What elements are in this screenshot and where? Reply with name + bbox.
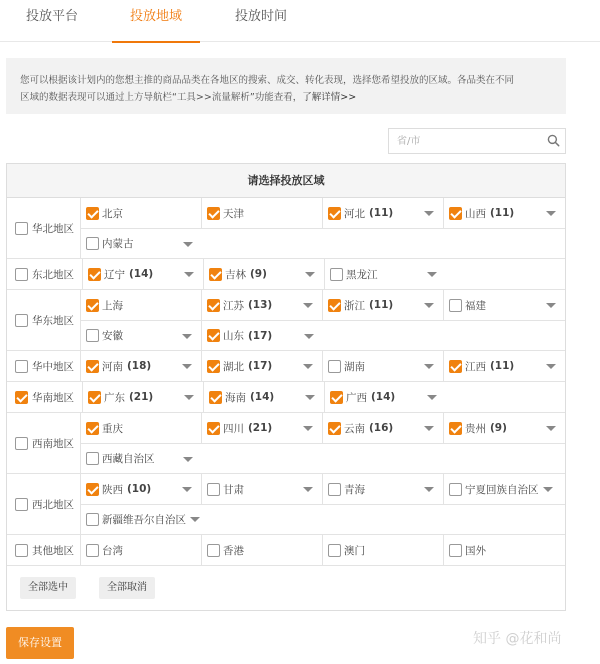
province-name: 新疆维吾尔自治区	[102, 514, 186, 526]
province-name: 西藏自治区	[102, 453, 155, 465]
province-cell[interactable]	[444, 535, 565, 565]
city-count: (21)	[129, 391, 154, 403]
province-cell[interactable]	[202, 474, 323, 504]
chevron-down-icon[interactable]	[182, 334, 192, 339]
province-row	[81, 413, 565, 443]
province-cell[interactable]	[81, 229, 202, 258]
province-checkbox[interactable]	[86, 422, 99, 435]
province-name: 澳门	[344, 544, 365, 557]
province-row	[81, 535, 565, 565]
province-name: 四川	[223, 422, 244, 435]
province-cell[interactable]	[444, 474, 565, 504]
province-cell[interactable]	[323, 198, 444, 228]
province-checkbox[interactable]	[88, 391, 101, 404]
province-cell[interactable]	[323, 413, 444, 443]
city-count: (14)	[371, 391, 396, 403]
info-notice	[6, 58, 566, 114]
chevron-down-icon[interactable]	[303, 487, 313, 492]
region-label: 西北地区	[32, 498, 74, 511]
province-checkbox[interactable]	[86, 329, 99, 342]
province-checkbox[interactable]	[449, 207, 462, 220]
province-name: 甘肃	[223, 483, 244, 496]
chevron-down-icon[interactable]	[424, 364, 434, 369]
province-checkbox[interactable]	[328, 360, 341, 373]
region-label: 东北地区	[32, 268, 74, 281]
province-cell[interactable]	[81, 444, 202, 473]
province-name: 福建	[465, 299, 486, 312]
province-checkbox[interactable]	[86, 513, 99, 526]
province-name: 广东	[104, 391, 125, 404]
province-checkbox[interactable]	[330, 391, 343, 404]
region-label: 华东地区	[32, 314, 74, 327]
region-search	[388, 128, 566, 154]
province-cell[interactable]	[444, 198, 565, 228]
search-input[interactable]	[389, 129, 539, 153]
chevron-down-icon[interactable]	[424, 303, 434, 308]
province-row	[83, 259, 565, 289]
province-checkbox[interactable]	[330, 268, 343, 281]
province-name: 浙江	[344, 299, 365, 312]
region-checkbox[interactable]	[7, 290, 81, 350]
province-name: 陕西	[102, 483, 123, 496]
city-count: (16)	[369, 422, 394, 434]
province-cell[interactable]	[202, 413, 323, 443]
chevron-down-icon[interactable]	[427, 272, 437, 277]
province-checkbox[interactable]	[86, 483, 99, 496]
province-name: 台湾	[102, 544, 123, 557]
province-name: 江西	[465, 360, 486, 373]
province-name: 海南	[225, 391, 246, 404]
region-checkbox[interactable]	[7, 413, 81, 473]
province-checkbox[interactable]	[449, 299, 462, 312]
province-checkbox[interactable]	[449, 422, 462, 435]
province-name: 宁夏回族自治区	[465, 483, 539, 496]
chevron-down-icon[interactable]	[424, 487, 434, 492]
province-name: 香港	[223, 544, 244, 557]
province-name: 云南	[344, 422, 365, 435]
chevron-down-icon[interactable]	[427, 395, 437, 400]
province-checkbox[interactable]	[207, 422, 220, 435]
province-row	[83, 382, 565, 412]
province-checkbox[interactable]	[86, 452, 99, 465]
chevron-down-icon[interactable]	[546, 211, 556, 216]
watermark: 知乎 @花和尚	[473, 631, 562, 647]
region-row	[7, 259, 565, 290]
checkbox[interactable]	[15, 498, 28, 511]
province-cell[interactable]	[81, 413, 202, 443]
province-cell[interactable]	[325, 259, 446, 289]
province-row	[81, 474, 565, 504]
chevron-down-icon[interactable]	[546, 426, 556, 431]
city-count: (13)	[248, 299, 273, 311]
province-cell[interactable]	[83, 259, 204, 289]
tab-time[interactable]: 投放时间	[234, 9, 287, 24]
province-checkbox[interactable]	[207, 544, 220, 557]
checkbox[interactable]	[15, 314, 28, 327]
province-name: 广西	[346, 391, 367, 404]
province-cell[interactable]	[323, 351, 444, 381]
province-row	[81, 228, 565, 258]
checkbox[interactable]	[15, 360, 28, 373]
region-row	[7, 351, 565, 382]
province-name: 山东	[223, 330, 244, 342]
province-cell[interactable]	[202, 290, 323, 320]
province-cell[interactable]	[204, 382, 325, 412]
province-checkbox[interactable]	[449, 544, 462, 557]
province-cell[interactable]	[323, 474, 444, 504]
chevron-down-icon[interactable]	[543, 487, 553, 492]
select-all-button[interactable]: 全部选中	[20, 577, 76, 599]
province-name: 湖北	[223, 360, 244, 373]
province-cell[interactable]	[81, 351, 202, 381]
province-cell[interactable]	[81, 474, 202, 504]
province-checkbox[interactable]	[207, 299, 220, 312]
province-cell[interactable]	[202, 321, 323, 350]
province-name: 河北	[344, 207, 365, 220]
province-cell[interactable]	[81, 321, 202, 350]
city-count: (11)	[490, 360, 515, 372]
chevron-down-icon[interactable]	[305, 395, 315, 400]
save-settings-button[interactable]: 保存设置	[6, 627, 74, 659]
region-label: 其他地区	[32, 544, 74, 557]
chevron-down-icon[interactable]	[546, 303, 556, 308]
province-checkbox[interactable]	[86, 299, 99, 312]
province-checkbox[interactable]	[328, 544, 341, 557]
region-list	[7, 198, 565, 566]
checkbox[interactable]	[15, 437, 28, 450]
chevron-down-icon[interactable]	[303, 303, 313, 308]
province-row	[81, 504, 565, 534]
province-checkbox[interactable]	[207, 329, 220, 342]
chevron-down-icon[interactable]	[546, 364, 556, 369]
checkbox[interactable]	[15, 268, 28, 281]
learn-more-link[interactable]: 了解详情>>	[302, 92, 357, 103]
table-footer	[7, 566, 565, 610]
province-checkbox[interactable]	[207, 360, 220, 373]
province-checkbox[interactable]	[449, 483, 462, 496]
city-count: (17)	[248, 360, 273, 372]
city-count: (9)	[490, 422, 507, 434]
province-cell[interactable]	[444, 413, 565, 443]
tab-bar	[0, 0, 600, 42]
chevron-down-icon[interactable]	[183, 457, 193, 462]
province-cell[interactable]	[325, 382, 446, 412]
province-checkbox[interactable]	[449, 360, 462, 373]
province-name: 重庆	[102, 422, 123, 435]
province-checkbox[interactable]	[86, 237, 99, 250]
province-checkbox[interactable]	[207, 483, 220, 496]
region-row	[7, 290, 565, 351]
province-name: 湖南	[344, 360, 365, 373]
province-cell[interactable]	[444, 290, 565, 320]
province-cell[interactable]	[202, 535, 323, 565]
province-cell[interactable]	[202, 351, 323, 381]
province-cell[interactable]	[81, 505, 202, 534]
city-count: (11)	[369, 299, 394, 311]
deselect-all-button[interactable]: 全部取消	[99, 577, 155, 599]
chevron-down-icon[interactable]	[303, 364, 313, 369]
city-count: (9)	[250, 268, 267, 280]
province-checkbox[interactable]	[207, 207, 220, 220]
province-cell[interactable]	[323, 290, 444, 320]
province-name: 黑龙江	[346, 268, 378, 281]
province-checkbox[interactable]	[86, 360, 99, 373]
chevron-down-icon[interactable]	[182, 364, 192, 369]
province-name: 北京	[102, 207, 123, 220]
table-header: 请选择投放区域	[7, 164, 565, 198]
checkbox[interactable]	[15, 544, 28, 557]
province-name: 江苏	[223, 299, 244, 312]
city-count: (18)	[127, 360, 152, 372]
province-name: 河南	[102, 360, 123, 373]
province-cell[interactable]	[323, 535, 444, 565]
tab-platform[interactable]: 投放平台	[25, 9, 78, 24]
province-checkbox[interactable]	[209, 268, 222, 281]
province-cell[interactable]	[83, 382, 204, 412]
province-cell[interactable]	[204, 259, 325, 289]
checkbox[interactable]	[15, 222, 28, 235]
province-name: 上海	[102, 299, 123, 312]
province-cell[interactable]	[202, 198, 323, 228]
notice-line-2: 区域的数据表现可以通过上方导航栏“工具>>流量解析”功能查看，	[20, 92, 303, 103]
search-icon[interactable]	[547, 134, 560, 147]
region-row	[7, 382, 565, 413]
province-checkbox[interactable]	[328, 422, 341, 435]
province-checkbox[interactable]	[328, 483, 341, 496]
region-checkbox[interactable]	[7, 351, 81, 381]
province-checkbox[interactable]	[328, 299, 341, 312]
chevron-down-icon[interactable]	[304, 334, 314, 339]
province-checkbox[interactable]	[328, 207, 341, 220]
chevron-down-icon[interactable]	[183, 242, 193, 247]
chevron-down-icon[interactable]	[184, 395, 194, 400]
province-name: 辽宁	[104, 268, 125, 281]
region-checkbox[interactable]	[7, 198, 81, 258]
province-name: 内蒙古	[102, 238, 134, 250]
province-name: 吉林	[225, 268, 246, 281]
region-checkbox[interactable]	[7, 382, 83, 412]
region-table	[6, 163, 566, 611]
city-count: (11)	[490, 207, 515, 219]
province-cell[interactable]	[81, 198, 202, 228]
notice-line-1: 您可以根据该计划内的您想主推的商品品类在各地区的搜索、成交、转化表现，选择您希望投放的区域。各品类在不同	[20, 75, 515, 86]
province-cell[interactable]	[444, 351, 565, 381]
city-count: (17)	[248, 329, 273, 342]
province-checkbox[interactable]	[86, 207, 99, 220]
province-name: 贵州	[465, 422, 486, 435]
province-checkbox[interactable]	[88, 268, 101, 281]
chevron-down-icon[interactable]	[303, 426, 313, 431]
region-row	[7, 474, 565, 535]
tab-region[interactable]: 投放地域	[112, 0, 200, 42]
region-row	[7, 413, 565, 474]
region-row	[7, 535, 565, 566]
chevron-down-icon[interactable]	[182, 487, 192, 492]
province-row	[81, 320, 565, 350]
province-cell[interactable]	[81, 290, 202, 320]
province-row	[81, 290, 565, 320]
province-checkbox[interactable]	[86, 544, 99, 557]
city-count: (21)	[248, 422, 273, 434]
checkbox[interactable]	[15, 391, 28, 404]
chevron-down-icon[interactable]	[190, 517, 200, 522]
region-checkbox[interactable]	[7, 259, 83, 289]
region-label: 华南地区	[32, 391, 74, 404]
province-name: 国外	[465, 544, 486, 557]
region-checkbox[interactable]	[7, 535, 81, 565]
region-row	[7, 198, 565, 259]
chevron-down-icon[interactable]	[424, 426, 434, 431]
province-row	[81, 351, 565, 381]
province-row	[81, 198, 565, 228]
province-name: 青海	[344, 483, 365, 496]
city-count: (11)	[369, 207, 394, 219]
region-label: 华中地区	[32, 360, 74, 373]
region-checkbox[interactable]	[7, 474, 81, 534]
province-cell[interactable]	[81, 535, 202, 565]
city-count: (10)	[127, 483, 152, 495]
city-count: (14)	[250, 391, 275, 403]
region-label: 华北地区	[32, 222, 74, 235]
city-count: (14)	[129, 268, 154, 280]
chevron-down-icon[interactable]	[305, 272, 315, 277]
province-name: 安徽	[102, 330, 123, 342]
chevron-down-icon[interactable]	[184, 272, 194, 277]
province-row	[81, 443, 565, 473]
chevron-down-icon[interactable]	[424, 211, 434, 216]
province-name: 山西	[465, 207, 486, 220]
province-name: 天津	[223, 207, 244, 220]
province-checkbox[interactable]	[209, 391, 222, 404]
region-label: 西南地区	[32, 437, 74, 450]
